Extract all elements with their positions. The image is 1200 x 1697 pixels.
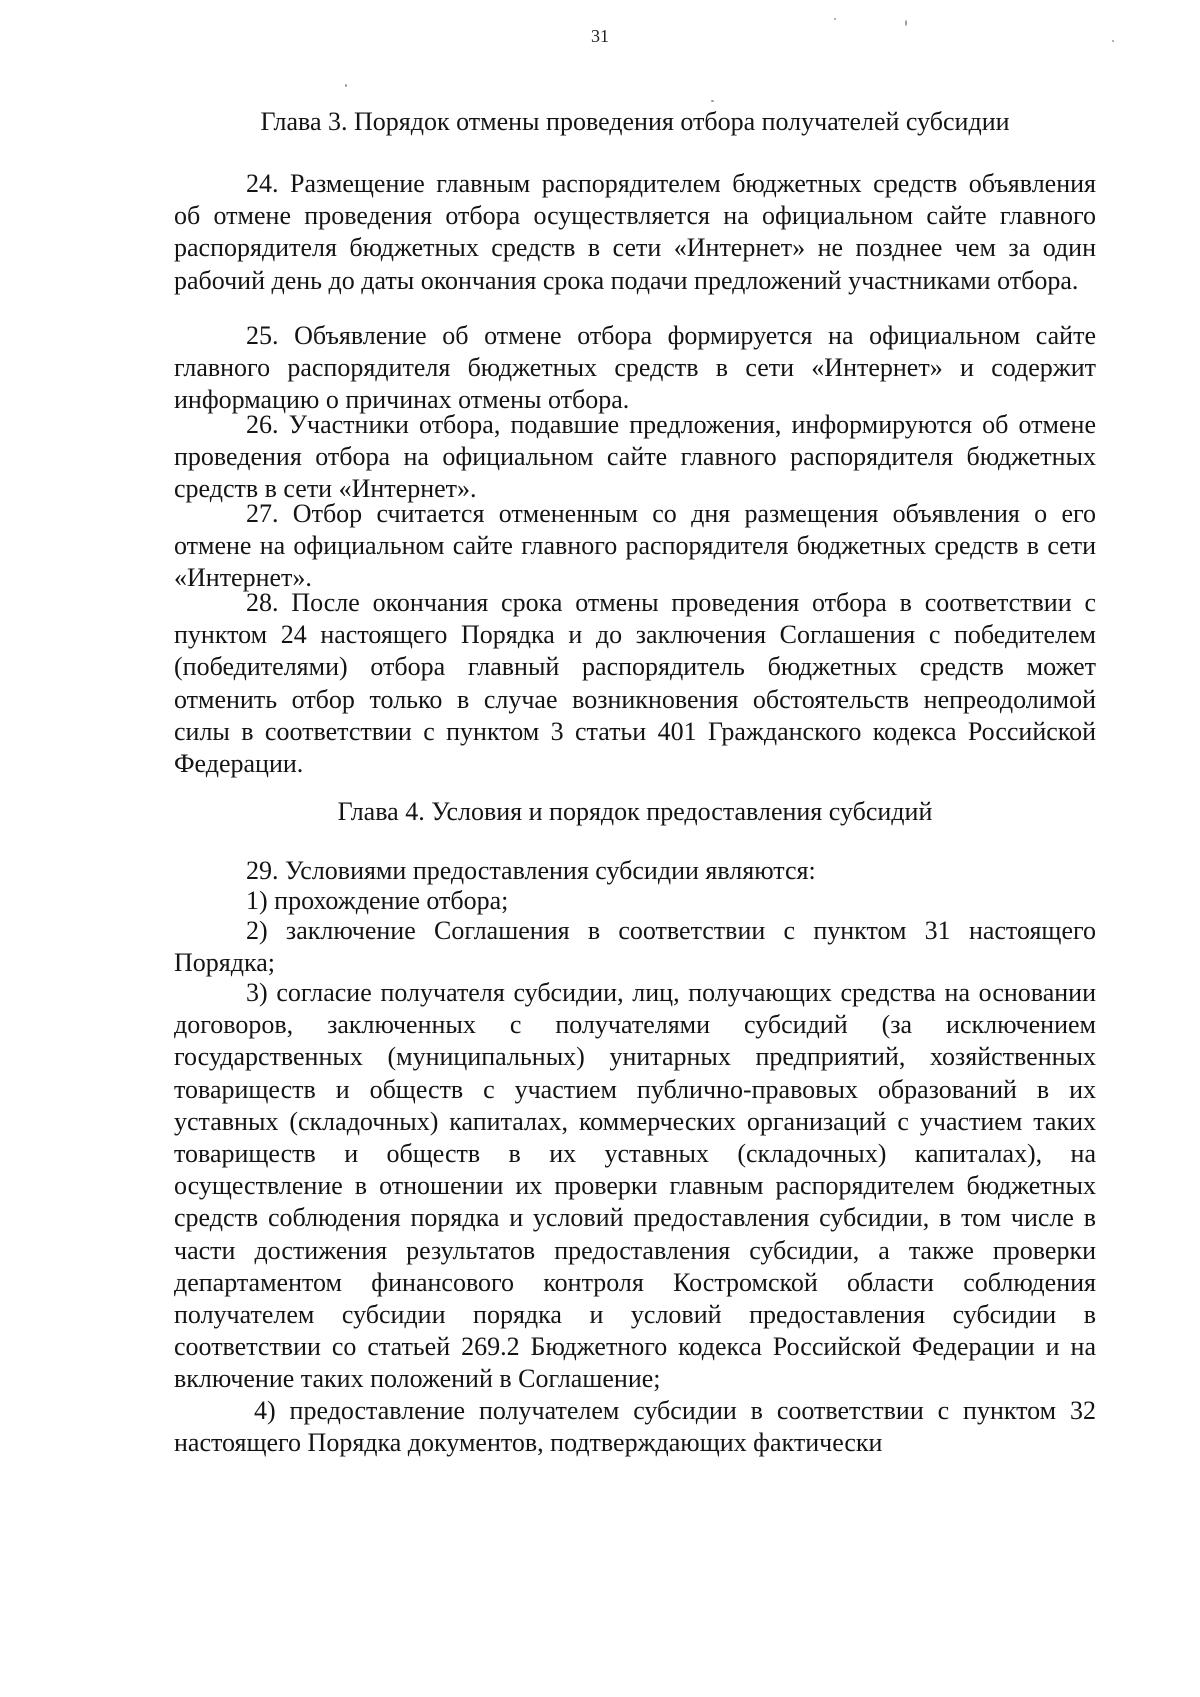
paragraph-24: 24. Размещение главным распорядителем бюджетных средств объявления об отмене проведения отбора осуществляется на официальном сайте главного распорядителя бюджетных средств в сети «Интернет» не позднее чем за один рабочий день до даты окончания срока подачи предложений участниками отбора. — [174, 169, 1096, 295]
condition-2: 2) заключение Соглашения в соответствии с пунктом 31 настоящего Порядка; — [174, 916, 1096, 978]
page-number: 31 — [591, 26, 609, 46]
condition-1: 1) прохождение отбора; — [246, 886, 509, 915]
condition-4: 4) предоставление получателем субсидии в соответствии с пунктом 32 настоящего Порядка документов, подтверждающих фактически — [174, 1396, 1096, 1458]
paragraph-28: 28. После окончания срока отмены проведения отбора в соответствии с пунктом 24 настоящего Порядка и до заключения Соглашения с победителем (победителями) отбора главный распорядитель бюджетных средств может отменить отбор только в случае возникновения обстоятельств непреодолимой силы в соответствии с пунктом 3 статьи 401 Гражданского кодекса Российской Федерации. — [174, 588, 1096, 779]
paragraph-26: 26. Участники отбора, подавшие предложения, информируются об отмене проведения отбора на официальном сайте главного распорядителя бюджетных средств в сети «Интернет». — [174, 410, 1096, 504]
paragraph-27: 27. Отбор считается отмененным со дня размещения объявления о его отмене на официальном сайте главного распорядителя бюджетных средств в сети «Интернет». — [174, 499, 1096, 593]
scan-speck — [905, 20, 907, 26]
scan-speck — [834, 18, 836, 20]
paragraph-25: 25. Объявление об отмене отбора формируется на официальном сайте главного распорядителя бюджетных средств в сети «Интернет» и содержит информацию о причинах отмены отбора. — [174, 321, 1096, 415]
condition-3: 3) согласие получателя субсидии, лиц, получающих средства на основании договоров, заключенных с получателями субсидий (за исключением государственных (муниципальных) унитарных предприятий, хозяйственных товариществ и обществ с участием публично-правовых образований в их уставных (складочных) капиталах, коммерческих организаций с участием таких товариществ и обществ в их уставных (складочных) капиталах), на осуществление в отношении их проверки главным распорядителем бюджетных средств соблюдения порядка и условий предоставления субсидии, в том числе в части достижения результатов предоставления субсидии, а также проверки департаментом финансового контроля Костромской области соблюдения получателем субсидии порядка и условий предоставления субсидии в соответствии со статьей 269.2 Бюджетного кодекса Российской Федерации и на включение таких положений в Соглашение; — [174, 978, 1096, 1394]
scan-speck — [1112, 40, 1114, 42]
chapter-3-title: Глава 3. Порядок отмены проведения отбора получателей субсидии — [260, 107, 1010, 136]
scan-speck — [711, 100, 714, 102]
paragraph-29: 29. Условиями предоставления субсидии являются: — [246, 856, 816, 885]
chapter-4-title: Глава 4. Условия и порядок предоставления субсидий — [337, 797, 933, 826]
scan-speck — [345, 84, 347, 87]
